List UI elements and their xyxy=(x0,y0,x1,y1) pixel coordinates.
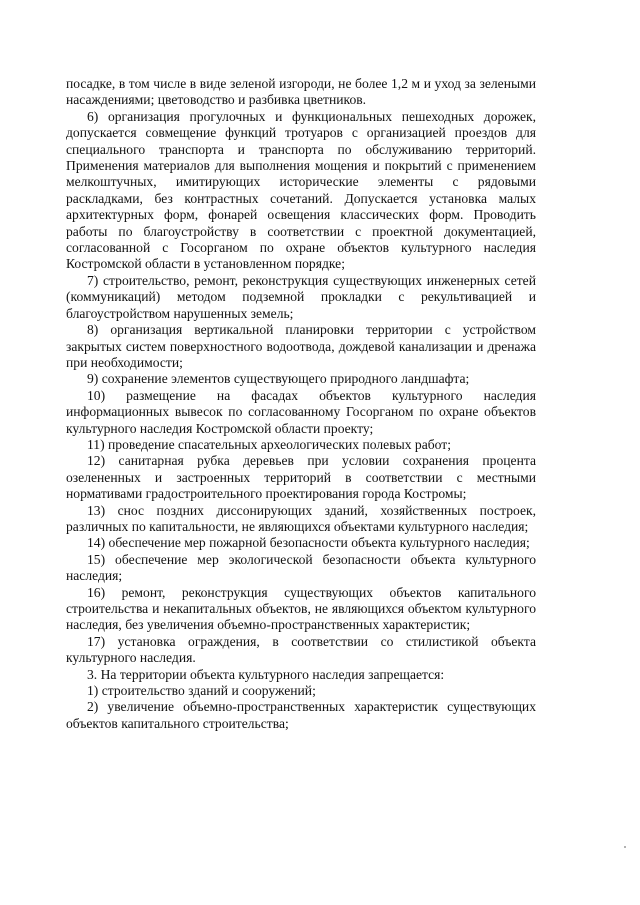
prohibited-item-1: 1) строительство зданий и сооружений; xyxy=(87,683,316,699)
paragraph-item-15: 15) обеспечение мер экологической безопасности объекта культурного наследия; xyxy=(66,551,536,584)
paragraph-item-7: 7) строительство, ремонт, реконструкция существующих инженерных сетей (коммуникаций) методом подземной прокладки с рекультивацией и благоустройством нарушенных земель; xyxy=(66,272,536,321)
paragraph-item-17: 17) установка ограждения, в соответствии со стилистикой объекта культурного наследия. xyxy=(66,633,536,666)
paragraph-item-14: 14) обеспечение мер пожарной безопасности объекта культурного наследия; xyxy=(87,535,530,551)
prohibited-item-2: 2) увеличение объемно-пространственных характеристик существующих объектов капитального строительства; xyxy=(66,699,536,731)
paragraph-item-10: 10) размещение на фасадах объектов культурного наследия информационных вывесок по согласованному Госорганом по охране объектов культурного наследия Костромской области проекту; xyxy=(66,387,536,436)
paragraph-item-16: 16) ремонт, реконструкция существующих объектов капитального строительства и некапитальных объектов, не являющихся объектом культурного наследия, без увеличения объемно-пространственных характеристик; xyxy=(66,584,536,633)
section-3-heading: 3. На территории объекта культурного наследия запрещается: xyxy=(87,666,445,682)
paragraph-item-6: 6) организация прогулочных и функциональных пешеходных дорожек, допускается совмещение функций тротуаров с организацией проездов для специального транспорта и транспорта по обслуживанию территорий. Применения материалов для выполнения мощения и покрытий с применением мелкоштучных, имитирующих исторические элементы с рядовыми раскладками, без контрастных сочетаний. Допускается установка малых архитектурных форм, фонарей освещения классических форм. Проводить работы по благоустройству в соответствии с проектной документацией, согласованной с Госорганом по охране объектов культурного наследия Костромской области в установленном порядке; xyxy=(66,108,536,272)
paragraph-item-12: 12) санитарная рубка деревьев при условии сохранения процента озелененных и застроенных территорий в соответствии с местными нормативами градостроительного проектирования города Костромы; xyxy=(66,453,536,502)
paragraph-item-13: 13) снос поздних диссонирующих зданий, хозяйственных построек, различных по капитальности, не являющихся объектами культурного наследия; xyxy=(66,502,536,534)
paragraph-item-9: 9) сохранение элементов существующего природного ландшафта; xyxy=(87,371,470,387)
paragraph-item-11: 11) проведение спасательных археологических полевых работ; xyxy=(87,436,452,452)
paragraph-1: посадке, в том числе в виде зеленой изгороди, не более 1,2 м и уход за зелеными насаждениями; цветоводство и разбивка цветников. xyxy=(66,76,536,108)
document-text xyxy=(66,76,536,732)
scan-speck xyxy=(624,846,626,848)
paragraph-item-8: 8) организация вертикальной планировки территории с устройством закрытых систем поверхностного водоотвода, дождевой канализации и дренажа при необходимости; xyxy=(66,322,536,370)
